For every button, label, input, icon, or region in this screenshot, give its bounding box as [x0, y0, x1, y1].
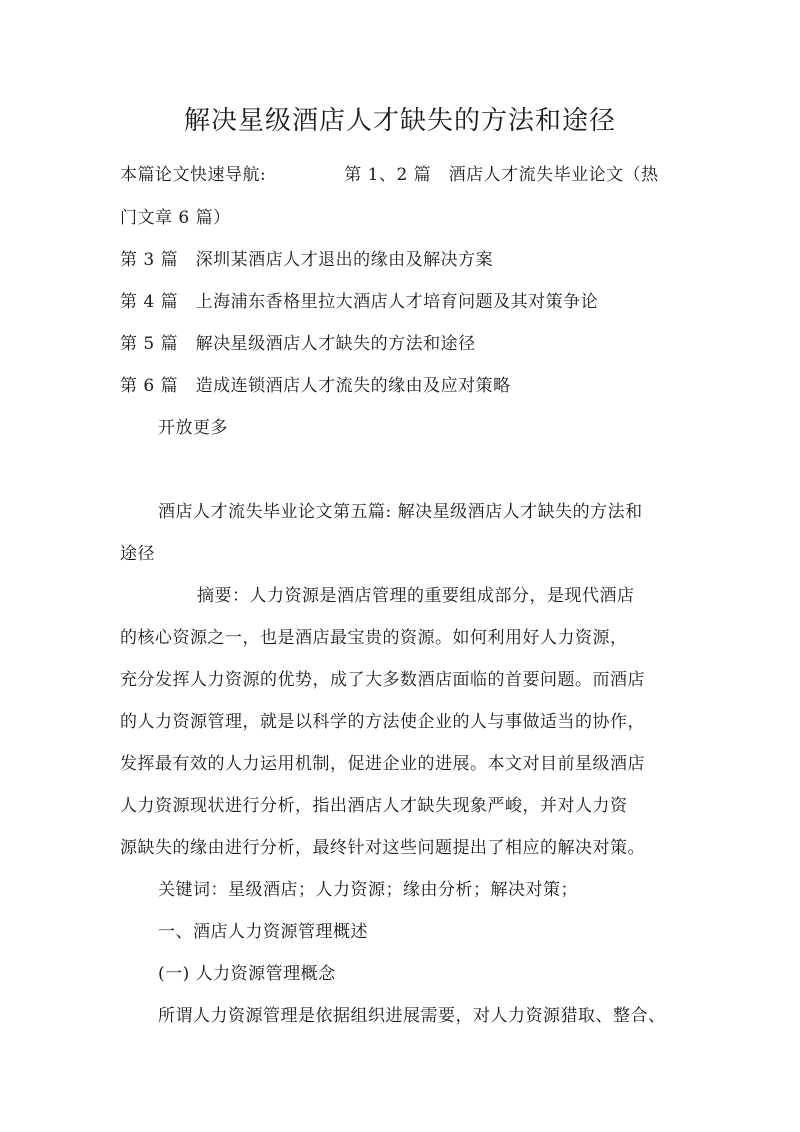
nav-item-4[interactable]: 第 4 篇 上海浦东香格里拉大酒店人才培育问题及其对策争论	[120, 292, 599, 312]
keywords: 关键词：星级酒店；人力资源；缘由分析；解决对策；	[158, 880, 578, 900]
nav-item-3[interactable]: 第 3 篇 深圳某酒店人才退出的缘由及解决方案	[120, 250, 494, 270]
abstract-line: 的核心资源之一，也是酒店最宝贵的资源。如何利用好人力资源，	[120, 628, 628, 648]
nav-item-1-2-continued[interactable]: 门文章 6 篇）	[120, 208, 231, 228]
nav-label: 本篇论文快速导航:	[120, 165, 267, 185]
section-heading: 一、酒店人力资源管理概述	[158, 922, 368, 942]
subsection-heading: (一) 人力资源管理概念	[158, 964, 336, 984]
nav-item-6[interactable]: 第 6 篇 造成连锁酒店人才流失的缘由及应对策略	[120, 376, 511, 396]
nav-item-5[interactable]: 第 5 篇 解决星级酒店人才缺失的方法和途径	[120, 334, 476, 354]
nav-item-1-2[interactable]: 第 1、2 篇 酒店人才流失毕业论文（热	[344, 165, 659, 185]
abstract-line: 的人力资源管理，就是以科学的方法使企业的人与事做适当的协作，	[120, 712, 645, 732]
paragraph-line: 所谓人力资源管理是依据组织进展需要，对人力资源猎取、整合、	[158, 1006, 666, 1026]
nav-row-1	[120, 160, 659, 185]
article-heading-continued: 途径	[120, 544, 155, 564]
document-title: 解决星级酒店人才缺失的方法和途径	[183, 106, 616, 136]
abstract-line: 源缺失的缘由进行分析，最终针对这些问题提出了相应的解决对策。	[120, 838, 645, 858]
expand-more-link[interactable]: 开放更多	[158, 418, 228, 438]
article-heading: 酒店人才流失毕业论文第五篇: 解决星级酒店人才缺失的方法和	[158, 502, 643, 522]
abstract-line: 发挥最有效的人力运用机制，促进企业的进展。本文对目前星级酒店	[120, 754, 645, 774]
abstract-line: 人力资源现状进行分析，指出酒店人才缺失现象严峻，并对人力资	[120, 796, 628, 816]
abstract-line: 充分发挥人力资源的优势，成了大多数酒店面临的首要问题。而酒店	[120, 670, 645, 690]
abstract-line: 摘要：人力资源是酒店管理的重要组成部分，是现代酒店	[197, 586, 635, 606]
